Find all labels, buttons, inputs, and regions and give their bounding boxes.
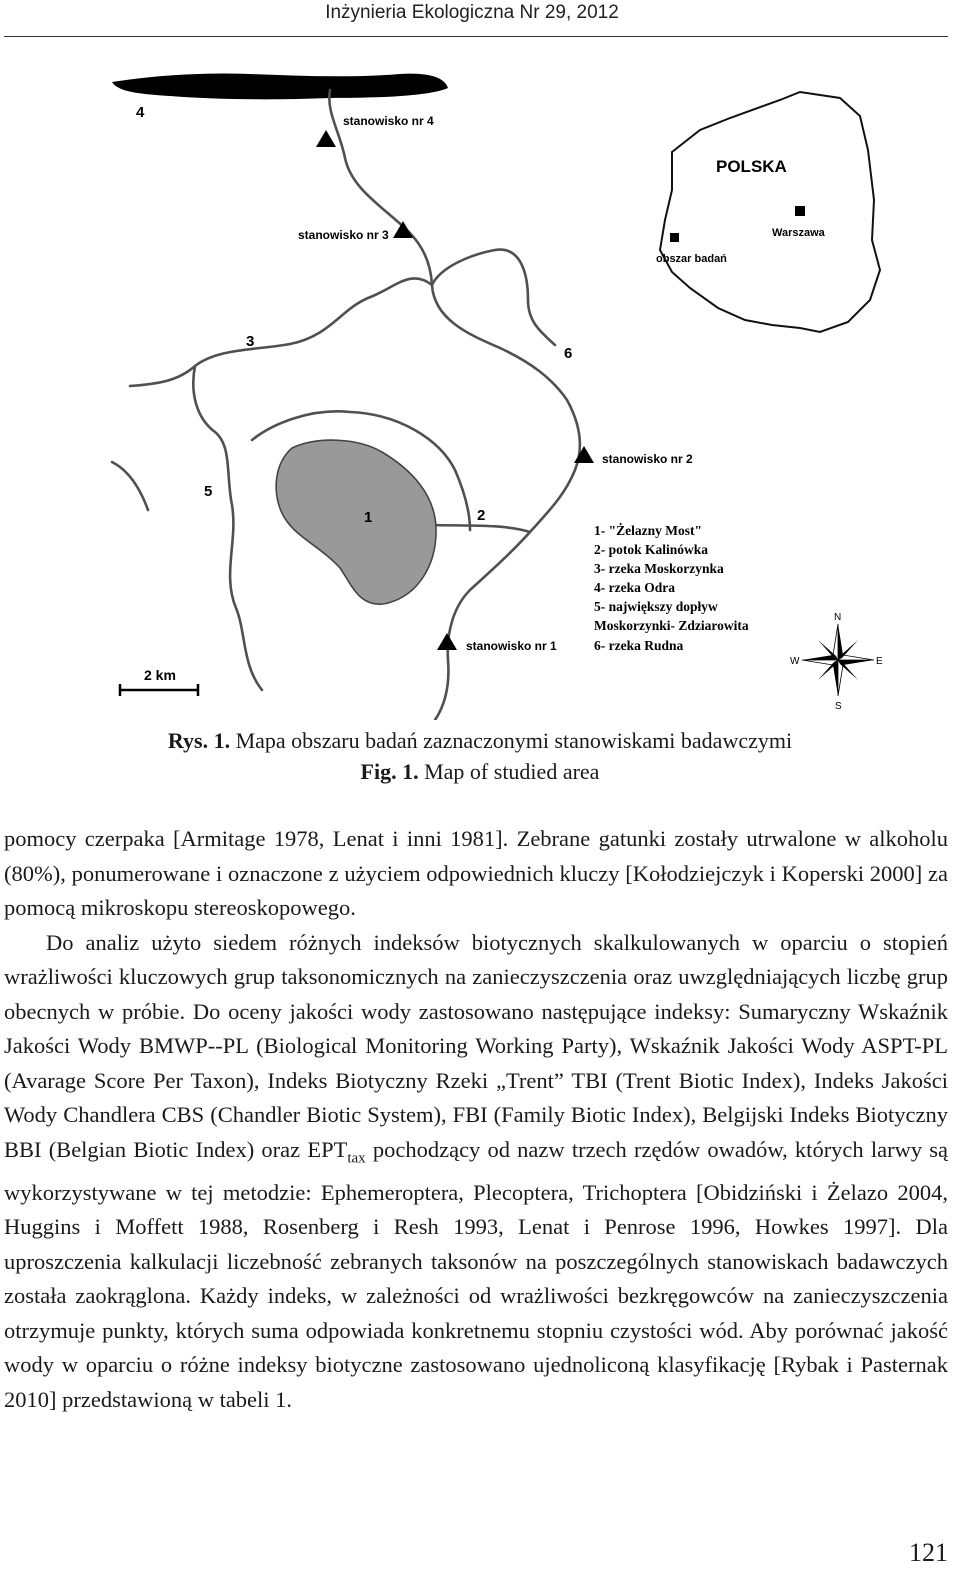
- figure-caption-pl-prefix: Rys. 1.: [167, 728, 231, 753]
- scale-bar: [120, 684, 198, 696]
- paragraph-2-end: pochodzący od nazw trzech rzędów owadów, których larwy są wykorzystywane w tej metodzie: Ephemeroptera, Plecoptera, Trichoptera [Obidziński i Żelazo 2004, Huggins i Moffett 1988, Rosenberg i Resh 1993, Lenat i Penrose 1996, Howkes 1997]. Dla uproszczenia kalkulacji liczebność zebranych taksonów na poszczególnych stanowiskach badawczych została zaokrąglona. Każdy indeks, w zależności od wrażliwości bezkręgowców na zanieczyszczenia otrzymuje punkty, których suma odpowiada konkretnemu stopniu czystości wód. Aby porównać jakość wody w oparciu o różne indeksy biotyczne zastosowano ujednoliconą klasyfikację [Rybak i Pasternak 2010] przedstawioną w tabeli 1.: [4, 1136, 949, 1412]
- compass-n: N: [834, 612, 842, 623]
- site-4-label: stanowisko nr 4: [343, 114, 434, 128]
- odra-river-shape: [112, 73, 448, 99]
- map-number-3: 3: [246, 333, 255, 350]
- compass-w: W: [790, 656, 800, 667]
- scale-label: 2 km: [144, 667, 176, 683]
- page-number: 121: [909, 1538, 948, 1567]
- site-1-label: stanowisko nr 1: [466, 639, 557, 653]
- zelazny-most-lake: [276, 440, 436, 604]
- map-number-6: 6: [564, 345, 573, 362]
- study-area-marker: [670, 233, 679, 242]
- map-number-2: 2: [477, 507, 486, 524]
- site-1-marker: [437, 633, 457, 650]
- header-rule: [4, 36, 948, 37]
- compass-rose: [790, 612, 883, 712]
- map-number-5: 5: [204, 483, 213, 500]
- study-area-map: [0, 60, 960, 720]
- west-tributary: [112, 462, 148, 510]
- rudna-tributary: [432, 250, 555, 345]
- legend-item-5: 5- największy dopływ: [594, 599, 718, 614]
- map-legend: [594, 523, 749, 653]
- paragraph-2-start: Do analiz użyto siedem różnych indeksów biotycznych skalkulowanych w oparciu o stopień wrażliwości kluczowych grup taksonomicznych na zanieczyszczenia oraz uwzględniających liczbę grup obecnych w próbie. Do oceny jakości wody zastosowano następujące indeksy: Sumaryczny Wskaźnik Jakości Wody BMWP--PL (Biological Monitoring Working Party), Wskaźnik Jakości Wody ASPT-PL (Avarage Score Per Taxon), Indeks Biotyczny Rzeki „Trent” TBI (Trent Biotic Index), Indeks Jakości Wody Chandlera CBS (Chandler Biotic System), FBI (Family Biotic Index), Belgijski Indeks Biotyczny BBI (Belgian Biotic Index) oraz EPT: [4, 929, 948, 1162]
- poland-outline: [660, 92, 880, 332]
- figure-caption-en: [0, 759, 960, 785]
- paragraph-2: [4, 926, 948, 1418]
- site-3-marker: [393, 221, 413, 238]
- site-2-label: stanowisko nr 2: [602, 452, 693, 466]
- figure-caption-en-text: Map of studied area: [418, 759, 600, 784]
- legend-item-5-cont: Moskorzynki- Zdziarowita: [594, 618, 749, 633]
- paragraph-1: pomocy czerpaka [Armitage 1978, Lenat i inni 1981]. Zebrane gatunki zostały utrwalone w alkoholu (80%), ponumerowane i oznaczone z użyciem odpowiednich kluczy [Kołodziejczyk i Koperski 2000] za pomocą mikroskopu stereoskopowego.: [4, 826, 948, 920]
- compass-e: E: [876, 656, 883, 667]
- figure-caption-pl: [0, 728, 960, 754]
- legend-item-2: 2- potok Kalinówka: [594, 542, 709, 557]
- moskorzynka-river: [130, 278, 432, 386]
- warszawa-marker: [795, 206, 805, 216]
- site-3-label: stanowisko nr 3: [298, 228, 389, 242]
- compass-s: S: [835, 701, 842, 712]
- figure-caption-pl-text: Mapa obszaru badań zaznaczonymi stanowiskami badawczymi: [230, 728, 793, 753]
- legend-item-4: 4- rzeka Odra: [594, 580, 675, 595]
- kalinowka-stream: [430, 525, 530, 532]
- figure-caption-en-prefix: Fig. 1.: [360, 759, 419, 784]
- warszawa-label: Warszawa: [772, 227, 825, 239]
- zdziarowita-river: [193, 366, 262, 690]
- body-text: [4, 822, 948, 1417]
- legend-item-6: 6- rzeka Rudna: [594, 638, 684, 653]
- journal-header: Inżynieria Ekologiczna Nr 29, 2012: [325, 2, 619, 23]
- rudna-river: [329, 90, 580, 720]
- site-4-marker: [316, 130, 336, 147]
- site-2-marker: [574, 446, 594, 463]
- ept-subscript: tax: [347, 1150, 366, 1166]
- legend-item-1: 1- "Żelazny Most": [594, 523, 702, 538]
- poland-label: POLSKA: [716, 157, 787, 176]
- map-number-1: 1: [364, 509, 373, 526]
- study-area-label: obszar badań: [656, 253, 727, 265]
- legend-item-3: 3- rzeka Moskorzynka: [594, 561, 724, 576]
- map-number-4: 4: [136, 104, 145, 121]
